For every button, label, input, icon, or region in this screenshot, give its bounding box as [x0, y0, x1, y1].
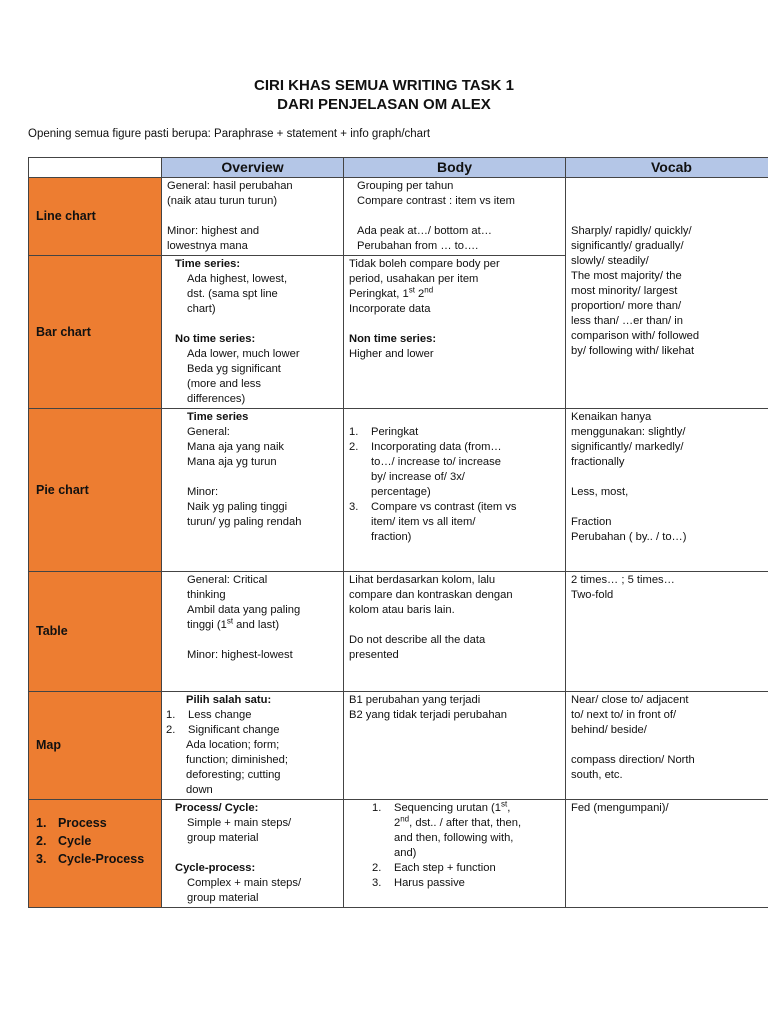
- text-line: Kenaikan hanya: [571, 411, 652, 423]
- text-line: deforesting; cutting: [186, 769, 281, 781]
- text-fragment: and last): [233, 619, 280, 631]
- text-line: compass direction/ North: [571, 754, 695, 766]
- subheading: Time series: [187, 411, 249, 423]
- text-line: Ada peak at…/ bottom at…: [357, 225, 492, 237]
- text-line: group material: [187, 892, 259, 904]
- cell-table-vocab: [566, 572, 768, 692]
- spacer: [167, 633, 338, 648]
- list-text: [371, 440, 502, 500]
- list-number: 1.: [349, 426, 359, 438]
- list-text: Cycle-Process: [58, 852, 145, 866]
- text-line: Incorporating data (from…: [371, 441, 502, 453]
- text-line: to/ next to/ in front of/: [571, 709, 677, 721]
- document-title-line2: DARI PENJELASAN OM ALEX: [277, 96, 491, 113]
- intro-text: Opening semua figure pasti berupa: Paraphrase + statement + info graph/chart: [28, 128, 431, 140]
- text-line: Complex + main steps/: [187, 877, 302, 889]
- cell-pie-chart-overview: [162, 409, 344, 572]
- text-fragment: 2: [414, 288, 425, 300]
- text-line: [349, 287, 560, 302]
- list-text: Cycle: [58, 834, 92, 848]
- header-body: Body: [344, 158, 566, 178]
- cell-pie-chart-body: [344, 409, 566, 572]
- text-line: significantly/ gradually/: [571, 240, 684, 252]
- list-number: 2.: [349, 441, 359, 453]
- text-line: Less, most,: [571, 486, 629, 498]
- text-line: less than/ …er than/ in: [571, 315, 683, 327]
- table-header-row: [29, 158, 768, 178]
- text-line: kolom atau baris lain.: [349, 604, 455, 616]
- spacer: [571, 209, 768, 224]
- text-line: down: [186, 784, 213, 796]
- superscript: nd: [424, 285, 434, 295]
- cell-process-vocab: [566, 800, 768, 908]
- cell-map-vocab: [566, 692, 768, 800]
- row-label-map: Map: [29, 692, 162, 800]
- text-line: General:: [187, 426, 230, 438]
- subheading: No time series:: [175, 333, 256, 345]
- row-label-pie-chart: Pie chart: [29, 409, 162, 572]
- table-row-map: [29, 692, 768, 800]
- document-title-line1: CIRI KHAS SEMUA WRITING TASK 1: [253, 77, 514, 94]
- row-label-line-chart: Line chart: [29, 178, 162, 256]
- superscript: st: [226, 616, 234, 626]
- text-line: compare dan kontraskan dengan: [349, 589, 513, 601]
- text-line: behind/ beside/: [571, 724, 647, 736]
- spacer: [571, 470, 768, 485]
- spacer: [167, 209, 338, 224]
- spacer: [167, 317, 338, 332]
- text-fragment: , dst.. / after that, then,: [409, 817, 522, 829]
- list-item: [166, 708, 338, 723]
- cell-process-body: [344, 800, 566, 908]
- list-item: [349, 500, 560, 545]
- cell-map-body: [344, 692, 566, 800]
- text-line: dst. (sama spt line: [187, 288, 278, 300]
- list-number: 2.: [166, 724, 176, 736]
- header-corner: [29, 158, 162, 178]
- text-line: group material: [187, 832, 259, 844]
- list-item: [372, 861, 560, 876]
- subheading: Time series:: [175, 258, 241, 270]
- text-line: Simple + main steps/: [187, 817, 292, 829]
- spacer: [349, 410, 560, 425]
- text-line: Fed (mengumpani)/: [571, 802, 669, 814]
- subheading: Non time series:: [349, 333, 437, 345]
- list-item: [349, 425, 560, 440]
- text-line: 2 times… ; 5 times…: [571, 574, 675, 586]
- list-number: 3.: [36, 852, 47, 866]
- text-line: Two-fold: [571, 589, 614, 601]
- superscript: st: [408, 285, 415, 295]
- text-line: presented: [349, 649, 399, 661]
- text-line: proportion/ more than/: [571, 300, 682, 312]
- text-line: differences): [187, 393, 246, 405]
- header-vocab: Vocab: [566, 158, 768, 178]
- text-line: Ada location; form;: [186, 739, 280, 751]
- text-line: fractionally: [571, 456, 625, 468]
- table-row-process: [29, 800, 768, 908]
- list-item: [36, 850, 156, 868]
- spacer: [167, 846, 338, 861]
- text-line: [394, 816, 521, 831]
- list-text: Less change: [188, 709, 252, 721]
- cell-table-overview: [162, 572, 344, 692]
- superscript: nd: [400, 814, 410, 824]
- text-line: and then, following with,: [394, 832, 514, 844]
- table-row-line-chart: [29, 178, 768, 256]
- spacer: [571, 738, 768, 753]
- text-line: Lihat berdasarkan kolom, lalu: [349, 574, 496, 586]
- row-label-process: [29, 800, 162, 908]
- text-line: General: Critical: [187, 574, 268, 586]
- text-line: Tidak boleh compare body per: [349, 258, 500, 270]
- cell-bar-chart-overview: [162, 256, 344, 409]
- list-number: 1.: [36, 816, 47, 830]
- text-line: significantly/ markedly/: [571, 441, 684, 453]
- text-line: chart): [187, 303, 216, 315]
- text-fragment: Peringkat, 1: [349, 288, 409, 300]
- list-number: 3.: [372, 877, 382, 889]
- list-text: Each step + function: [394, 862, 496, 874]
- text-fragment: tinggi (1: [187, 619, 227, 631]
- text-line: Ambil data yang paling: [187, 604, 301, 616]
- text-line: Minor: highest and: [167, 225, 260, 237]
- subheading: Cycle-process:: [175, 862, 256, 874]
- text-line: Compare contrast : item vs item: [357, 195, 515, 207]
- text-line: most minority/ largest: [571, 285, 678, 297]
- spacer: [571, 500, 768, 515]
- cell-line-chart-overview: [162, 178, 344, 256]
- list-item: [349, 440, 560, 500]
- text-fragment: ,: [507, 802, 511, 814]
- spacer: [349, 317, 560, 332]
- text-line: Mana aja yg turun: [187, 456, 277, 468]
- table-row-pie-chart: [29, 409, 768, 572]
- text-line: Grouping per tahun: [357, 180, 454, 192]
- list-number: 2.: [36, 834, 47, 848]
- text-line: Beda yg significant: [187, 363, 281, 375]
- text-line: Mana aja yang naik: [187, 441, 285, 453]
- spacer: [349, 618, 560, 633]
- text-line: General: hasil perubahan: [167, 180, 293, 192]
- list-number: 3.: [349, 501, 359, 513]
- list-number: 1.: [166, 709, 176, 721]
- table-row-table: [29, 572, 768, 692]
- list-text: Peringkat: [371, 426, 419, 438]
- text-line: B1 perubahan yang terjadi: [349, 694, 481, 706]
- text-fragment: 2: [394, 817, 401, 829]
- header-overview: Overview: [162, 158, 344, 178]
- text-line: lowestnya mana: [167, 240, 248, 252]
- text-line: function; diminished;: [186, 754, 288, 766]
- subheading: Pilih salah satu:: [186, 694, 272, 706]
- text-line: B2 yang tidak terjadi perubahan: [349, 709, 507, 721]
- text-line: Do not describe all the data: [349, 634, 486, 646]
- list-text: Process: [58, 816, 107, 830]
- list-item: [36, 832, 156, 850]
- text-line: Ada highest, lowest,: [187, 273, 288, 285]
- text-line: (more and less: [187, 378, 261, 390]
- spacer: [571, 194, 768, 209]
- row-label-bar-chart: Bar chart: [29, 256, 162, 409]
- text-line: [167, 618, 338, 633]
- text-line: Compare vs contrast (item vs: [371, 501, 517, 513]
- list-text: [371, 500, 516, 545]
- text-line: Minor: highest-lowest: [187, 649, 293, 661]
- text-line: item/ item vs all item/: [371, 516, 476, 528]
- text-line: south, etc.: [571, 769, 623, 781]
- text-line: by/ increase of/ 3x/: [371, 471, 465, 483]
- text-line: fraction): [371, 531, 412, 543]
- text-line: period, usahakan per item: [349, 273, 479, 285]
- spacer: [357, 209, 560, 224]
- list-text: Significant change: [188, 724, 280, 736]
- text-line: comparison with/ followed: [571, 330, 700, 342]
- text-line: Sharply/ rapidly/ quickly/: [571, 225, 692, 237]
- text-line: (naik atau turun turun): [167, 195, 278, 207]
- cell-table-body: [344, 572, 566, 692]
- superscript: st: [500, 799, 508, 809]
- list-item: [372, 876, 560, 891]
- text-line: by/ following with/ likehat: [571, 345, 695, 357]
- text-line: thinking: [187, 589, 226, 601]
- text-line: Fraction: [571, 516, 612, 528]
- cell-line-bar-vocab: [566, 178, 768, 409]
- text-line: percentage): [371, 486, 431, 498]
- text-line: Perubahan from … to….: [357, 240, 479, 252]
- text-line: Higher and lower: [349, 348, 434, 360]
- list-item: [372, 801, 560, 861]
- text-line: menggunakan: slightly/: [571, 426, 686, 438]
- text-line: and): [394, 847, 417, 859]
- subheading: Process/ Cycle:: [175, 802, 259, 814]
- row-label-table: Table: [29, 572, 162, 692]
- text-fragment: Sequencing urutan (1: [394, 802, 501, 814]
- spacer: [571, 179, 768, 194]
- list-item: [36, 814, 156, 832]
- list-text: [394, 801, 521, 861]
- text-line: slowly/ steadily/: [571, 255, 649, 267]
- cell-bar-chart-body: [344, 256, 566, 409]
- text-line: to…/ increase to/ increase: [371, 456, 501, 468]
- list-text: Harus passive: [394, 877, 465, 889]
- list-number: 1.: [372, 802, 382, 814]
- text-line: Near/ close to/ adjacent: [571, 694, 689, 706]
- cell-pie-chart-vocab: [566, 409, 768, 572]
- cell-map-overview: [162, 692, 344, 800]
- text-line: Naik yg paling tinggi: [187, 501, 288, 513]
- text-line: Perubahan ( by.. / to…): [571, 531, 687, 543]
- text-line: Incorporate data: [349, 303, 431, 315]
- summary-table: [28, 157, 768, 908]
- list-item: [166, 723, 338, 738]
- text-line: turun/ yg paling rendah: [187, 516, 302, 528]
- spacer: [167, 470, 338, 485]
- cell-process-overview: [162, 800, 344, 908]
- cell-line-chart-body: [344, 178, 566, 256]
- text-line: Ada lower, much lower: [187, 348, 300, 360]
- list-number: 2.: [372, 862, 382, 874]
- text-line: The most majority/ the: [571, 270, 682, 282]
- text-line: Minor:: [187, 486, 219, 498]
- text-line: [394, 801, 521, 816]
